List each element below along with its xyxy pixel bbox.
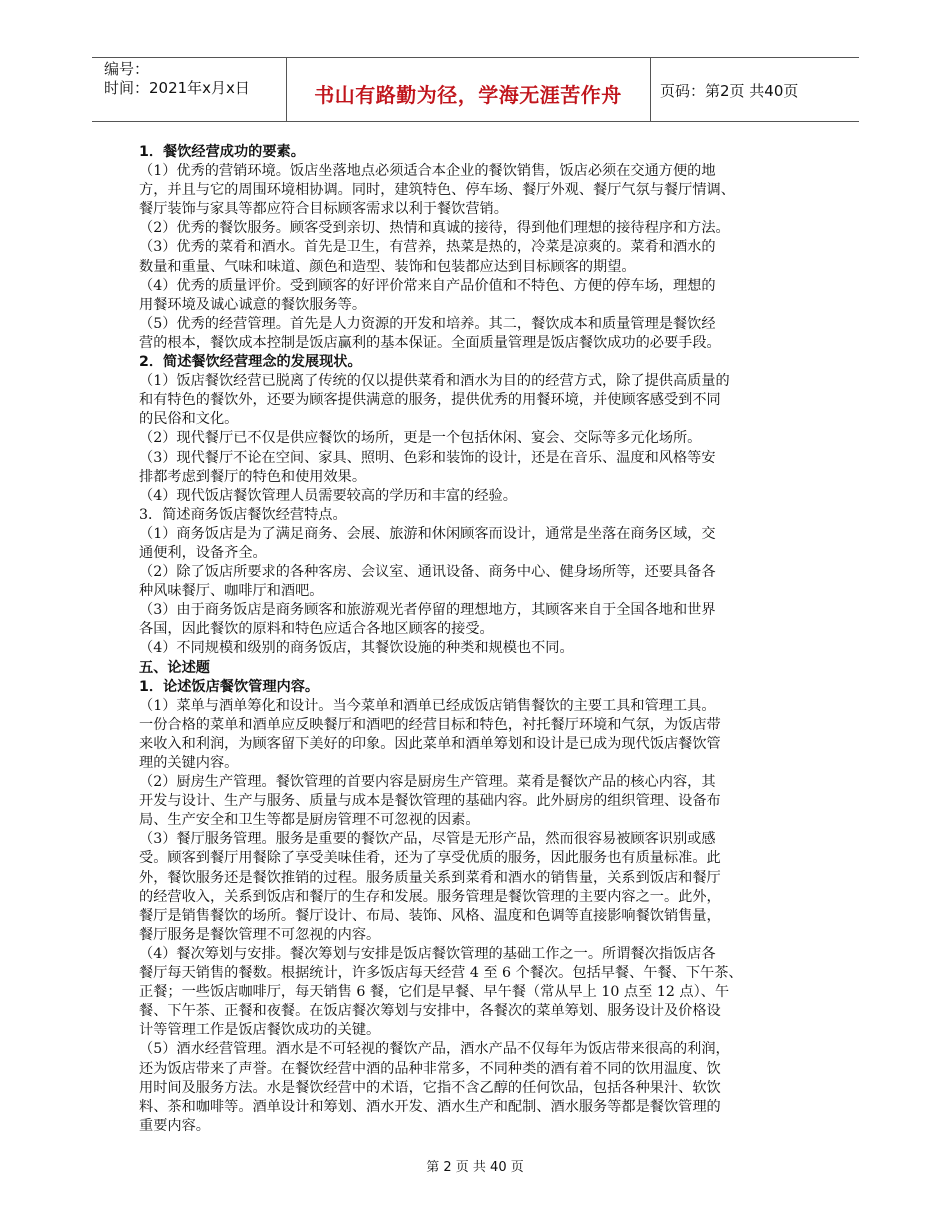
paragraph-line: 来收入和利润，为顾客留下美好的印象。因此菜单和酒单筹划和设计是已成为现代饭店餐饮管 [139, 735, 721, 752]
paragraph-line: （2）除了饭店所要求的各种客房、会议室、通讯设备、商务中心、健身场所等，还要具备各 [139, 564, 716, 581]
paragraph-line: （4）优秀的质量评价。受到顾客的好评价常来自产品价值和不特色、方便的停车场，理想的 [139, 277, 716, 294]
paragraph-line: 的民俗和文化。 [139, 411, 239, 428]
header-divider-left [286, 57, 287, 121]
paragraph-line: 理的关键内容。 [139, 755, 239, 771]
paragraph-line: 方，并且与它的周围环境相协调。同时，建筑特色、停车场、餐厅外观、餐厅气氛与餐厅情调、 [139, 182, 735, 199]
header-bottom-rule [92, 121, 859, 122]
header-top-rule [92, 57, 859, 58]
section-heading: 1．餐饮经营成功的要素。 [139, 144, 305, 160]
paragraph-line: 餐厅是销售餐饮的场所。餐厅设计、布局、装饰、风格、温度和色调等直接影响餐饮销售量， [139, 907, 721, 924]
paragraph-line: 外，餐饮服务还是餐饮推销的过程。服务质量关系到菜肴和酒水的销售量，关系到饭店和餐厅 [139, 869, 721, 886]
paragraph-line: 餐厅每天销售的餐数。根据统计，许多饭店每天经营 4 至 6 个餐次。包括早餐、午餐、下午茶、 [139, 965, 743, 982]
document-number-label: 编号： [104, 60, 150, 78]
paragraph-line: 料、茶和咖啡等。酒单设计和筹划、酒水开发、酒水生产和配制、酒水服务等都是餐饮管理的 [139, 1098, 721, 1115]
paragraph-line: （1）菜单与酒单筹化和设计。当今菜单和酒单已经成饭店销售餐饮的主要工具和管理工具。 [139, 697, 716, 714]
paragraph-line: （2）优秀的餐饮服务。顾客受到亲切、热情和真诚的接待，得到他们理想的接待程序和方法。 [139, 220, 730, 237]
paragraph-line: 营的根本，餐饮成本控制是饭店赢利的基本保证。全面质量管理是饭店餐饮成功的必要手段。 [139, 334, 721, 351]
paragraph-line: 餐厅服务是餐饮管理不可忽视的内容。 [139, 926, 381, 943]
paragraph-line: 一份合格的菜单和酒单应反映餐厅和酒吧的经营目标和特色，衬托餐厅环境和气氛，为饭店带 [139, 716, 721, 733]
paragraph-line: （3）由于商务饭店是商务顾客和旅游观光者停留的理想地方，其顾客来自于全国各地和世界 [139, 602, 716, 619]
header-meta [104, 60, 250, 98]
page-footer: 第 2 页 共 40 页 [426, 1160, 524, 1175]
paragraph-line: （3）餐厅服务管理。服务是重要的餐饮产品，尽管是无形产品，然而很容易被顾客识别或感 [139, 831, 716, 848]
paragraph-line: 餐、下午茶、正餐和夜餐。在饭店餐次筹划与安排中，各餐次的菜单筹划、服务设计及价格设 [139, 1003, 721, 1020]
paragraph-line: （4）餐次筹划与安排。餐次筹划与安排是饭店餐饮管理的基础工作之一。所谓餐次指饭店各 [139, 945, 716, 962]
paragraph-line: （4）现代饭店餐饮管理人员需要较高的学历和丰富的经验。 [139, 487, 517, 504]
paragraph-line: 用时间及服务方法。水是餐饮经营中的术语，它指不含乙醇的任何饮品，包括各种果汁、软饮 [139, 1079, 721, 1096]
paragraph-line: 餐厅装饰与家具等都应符合目标顾客需求以利于餐饮营销。 [139, 201, 508, 218]
paragraph-line: （1）商务饭店是为了满足商务、会展、旅游和休闲顾客而设计，通常是坐落在商务区域，交 [139, 525, 716, 542]
paragraph-line: 3．简述商务饭店餐饮经营特点。 [139, 506, 347, 523]
paragraph-line: 的经营收入，关系到饭店和餐厅的生存和发展。服务管理是餐饮管理的主要内容之一。此外， [139, 888, 721, 905]
section-heading: 五、论述题 [139, 659, 210, 676]
paragraph-line: 开发与设计、生产与服务、质量与成本是餐饮管理的基础内容。此外厨房的组织管理、设备布 [139, 793, 721, 810]
header-motto: 书山有路勤为径，学海无涯苦作舟 [314, 83, 622, 107]
paragraph-line: 各国，因此餐饮的原料和特色应适合各地区顾客的接受。 [139, 621, 494, 638]
paragraph-line: 数量和重量、气味和味道、颜色和造型、装饰和包装都应达到目标顾客的期望。 [139, 258, 636, 275]
paragraph-line: 用餐环境及诚心诚意的餐饮服务等。 [139, 296, 367, 313]
section-heading: 2．简述餐饮经营理念的发展现状。 [139, 354, 362, 371]
paragraph-line: （1）优秀的营销环境。饭店坐落地点必须适合本企业的餐饮销售，饭店必须在交通方便的地 [139, 163, 716, 180]
document-time-label: 时间：2021年x月x日 [104, 79, 250, 97]
paragraph-line: （1）饭店餐饮经营已脱离了传统的仅以提供菜肴和酒水为目的的经营方式，除了提供高质量的 [139, 373, 730, 390]
paragraph-line: （2）现代餐厅已不仅是供应餐饮的场所，更是一个包括休闲、宴会、交际等多元化场所。 [139, 430, 702, 447]
paragraph-line: （5）酒水经营管理。酒水是不可轻视的餐饮产品，酒水产品不仅每年为饭店带来很高的利润， [139, 1041, 730, 1058]
paragraph-line: 通便利，设备齐全。 [139, 544, 267, 561]
paragraph-line: （3）优秀的菜肴和酒水。首先是卫生，有营养，热菜是热的，冷菜是凉爽的。菜肴和酒水的 [139, 239, 716, 256]
document-body [139, 143, 815, 1136]
paragraph-line: （3）现代餐厅不论在空间、家具、照明、色彩和装饰的设计，还是在音乐、温度和风格等安 [139, 449, 716, 466]
paragraph-line: 排都考虑到餐厅的特色和使用效果。 [139, 468, 367, 485]
paragraph-line: 局、生产安全和卫生等都是厨房管理不可忽视的因素。 [139, 812, 480, 829]
section-heading: 1．论述饭店餐饮管理内容。 [139, 678, 320, 695]
paragraph-line: 正餐；一些饭店咖啡厅，每天销售 6 餐，它们是早餐、早午餐（常从早上 10 点至 12 点）、午 [139, 984, 730, 1001]
paragraph-line: （2）厨房生产管理。餐饮管理的首要内容是厨房生产管理。菜肴是餐饮产品的核心内容，其 [139, 774, 716, 791]
paragraph-line: 计等管理工作是饭店餐饮成功的关键。 [139, 1022, 381, 1039]
paragraph-line: （4）不同规模和级别的商务饭店，其餐饮设施的种类和规模也不同。 [139, 640, 574, 657]
paragraph-line: 和有特色的餐饮外，还要为顾客提供满意的服务，提供优秀的用餐环境，并使顾客感受到不同 [139, 392, 721, 409]
paragraph-line: （5）优秀的经营管理。首先是人力资源的开发和培养。其二，餐饮成本和质量管理是餐饮经 [139, 315, 716, 332]
paragraph-line: 种风味餐厅、咖啡厅和酒吧。 [139, 583, 324, 600]
paragraph-line: 还为饭店带来了声誉。在餐饮经营中酒的品种非常多，不同种类的酒有着不同的饮用温度、饮 [139, 1060, 721, 1077]
paragraph-line: 受。顾客到餐厅用餐除了享受美味佳肴，还为了享受优质的服务，因此服务也有质量标准。此 [139, 850, 721, 867]
header-divider-right [650, 57, 651, 121]
paragraph-line: 重要内容。 [139, 1117, 210, 1134]
header-page-info: 页码：第2页 共40页 [660, 82, 799, 100]
